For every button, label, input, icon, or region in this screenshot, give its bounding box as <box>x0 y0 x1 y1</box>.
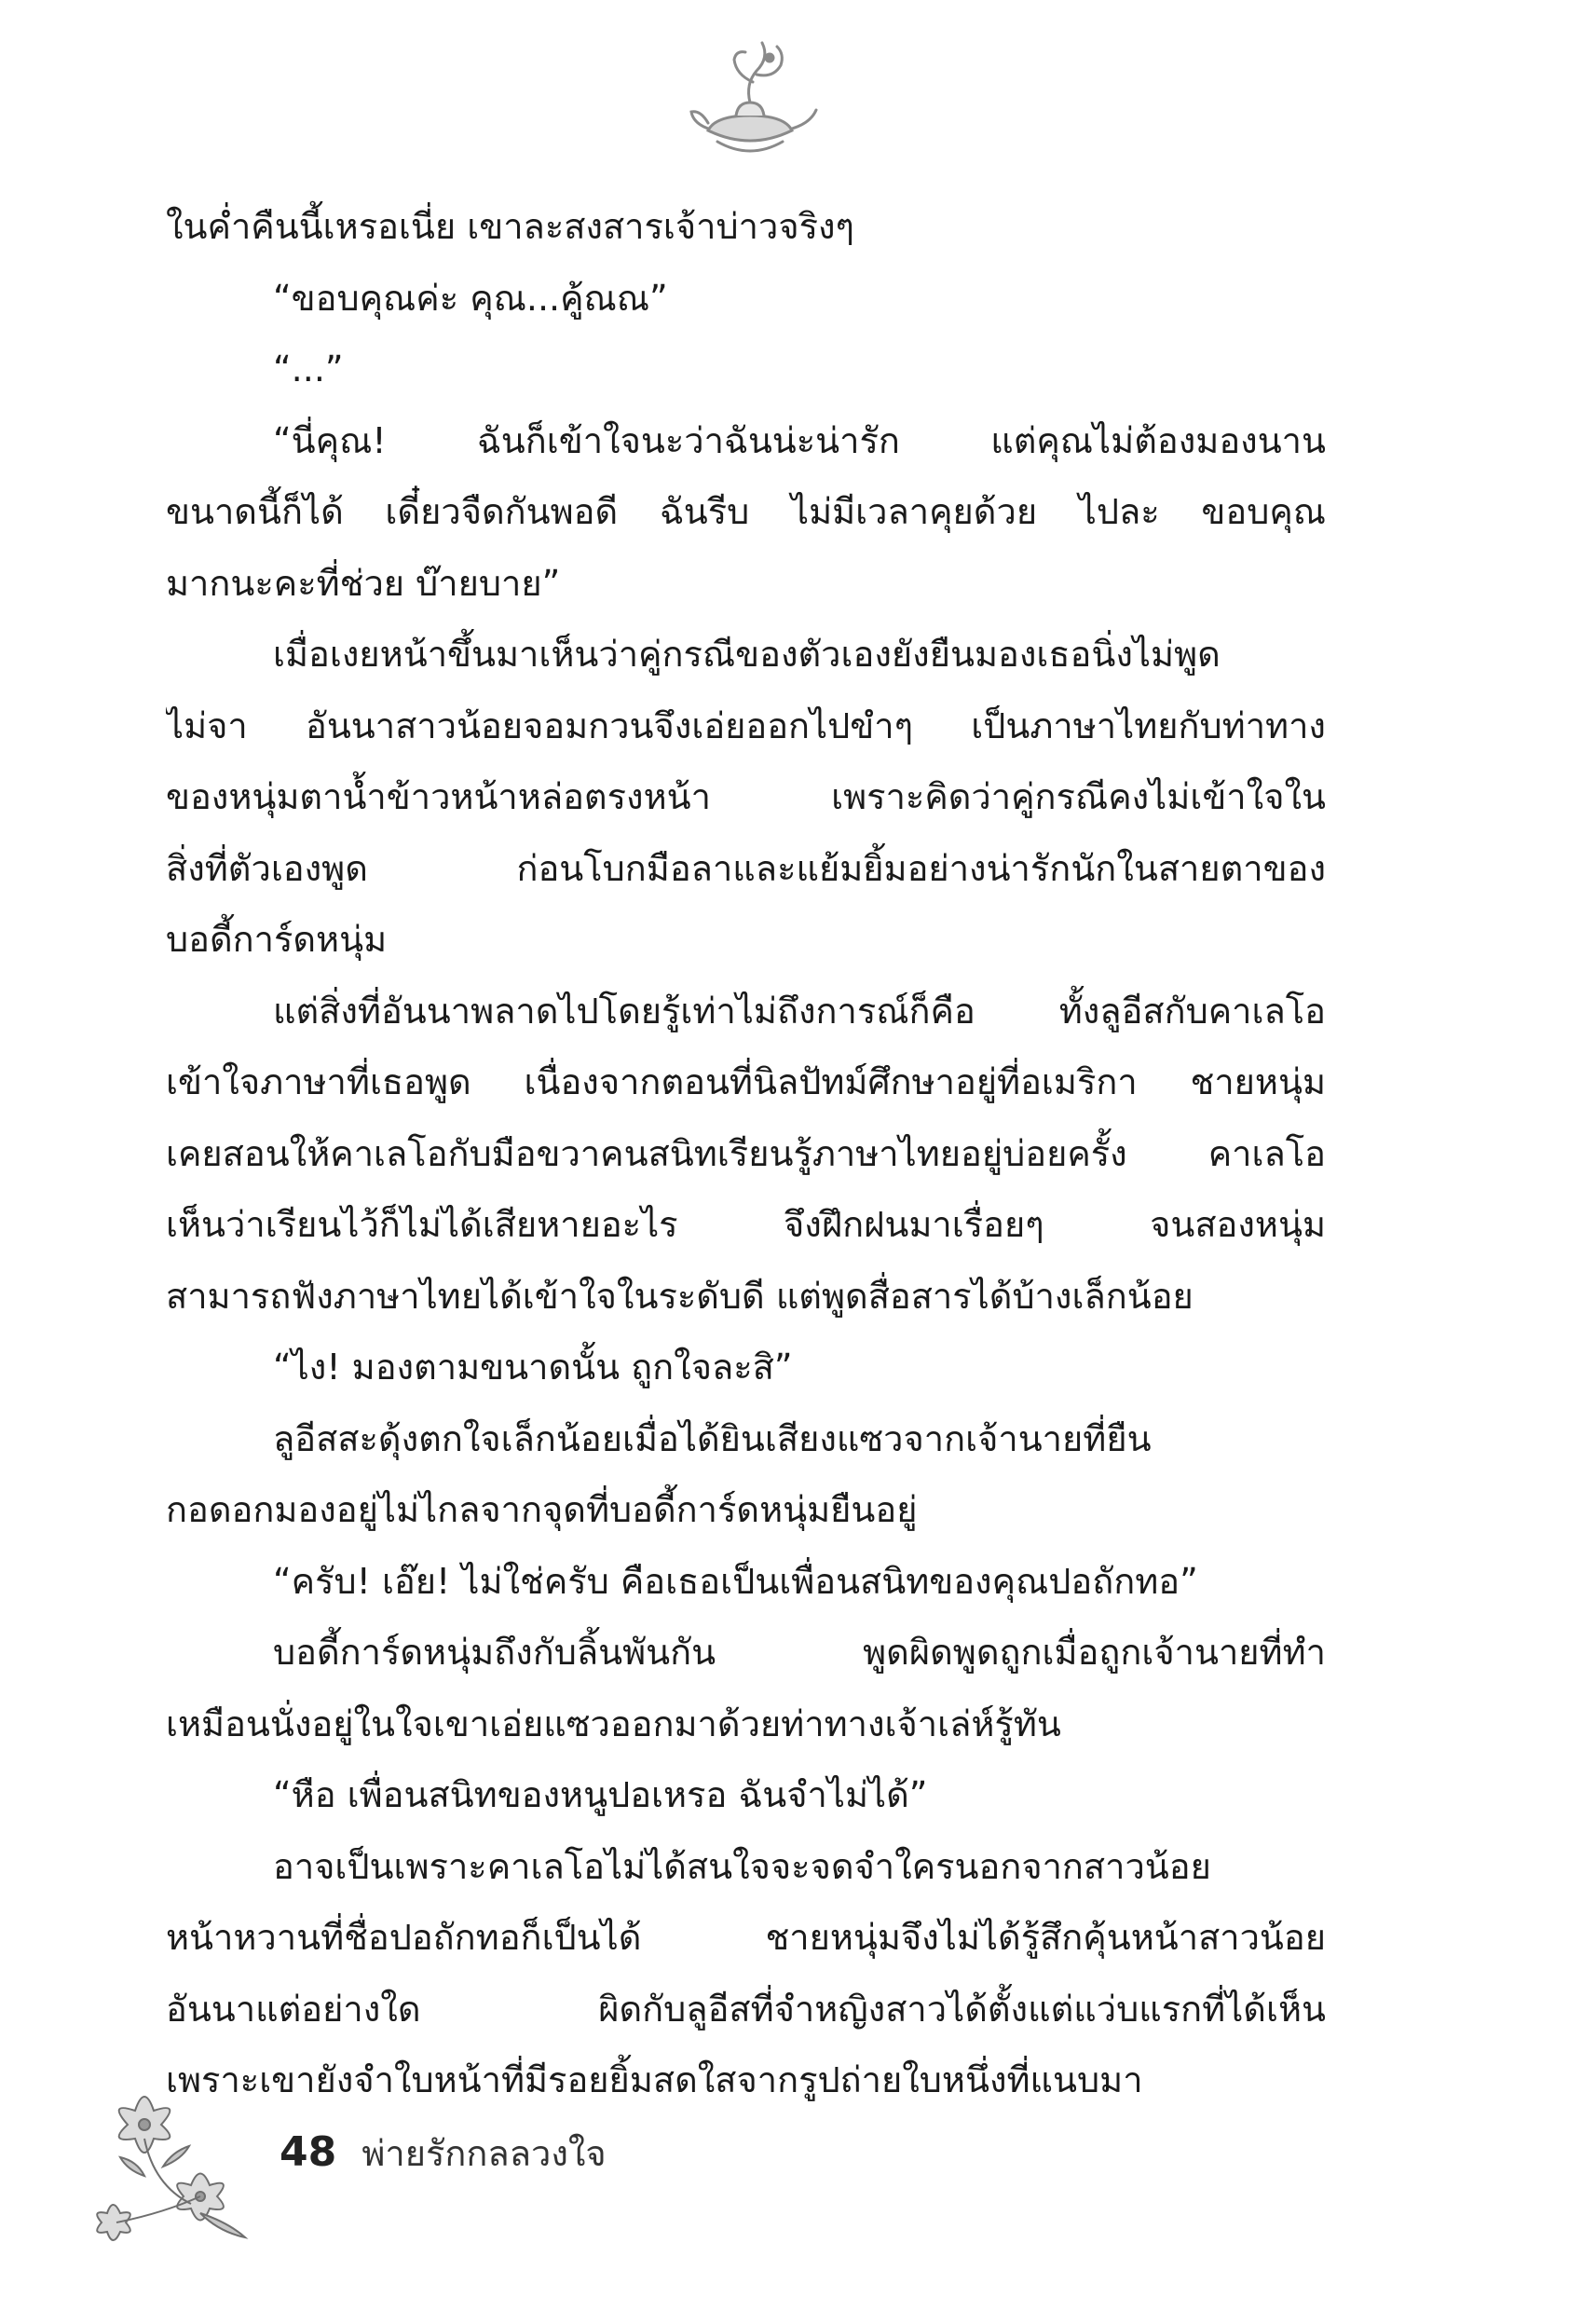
text-line: “...” <box>273 349 344 390</box>
flower-icon <box>79 2073 256 2264</box>
text-line: ในค่ำคืนนี้เหรอเนี่ย เขาละสงสารเจ้าบ่าวจริงๆ <box>166 206 854 247</box>
text-line: เคยสอนให้คาเลโอกับมือขวาคนสนิทเรียนรู้ภาษาไทยอยู่บ่อยครั้ง คาเลโอ <box>166 1132 1326 1174</box>
genie-lamp-icon <box>680 37 820 168</box>
text-line: แต่สิ่งที่อันนาพลาดไปโดยรู้เท่าไม่ถึงการณ์ก็คือ ทั้งลูอีสกับคาเลโอ <box>273 990 1326 1032</box>
text-line: ขนาดนี้ก็ได้ เดี๋ยวจืดกันพอดี ฉันรีบ ไม่มีเวลาคุยด้วย ไปละ ขอบคุณ <box>166 491 1326 532</box>
text-line: ของหนุ่มตาน้ำข้าวหน้าหล่อตรงหน้า เพราะคิดว่าคู่กรณีคงไม่เข้าใจใน <box>166 776 1326 817</box>
page-number: 48 <box>280 2128 337 2176</box>
text-line: กอดอกมองอยู่ไม่ไกลจากจุดที่บอดี้การ์ดหนุ่มยืนอยู่ <box>166 1489 918 1530</box>
text-line: ไม่จา อันนาสาวน้อยจอมกวนจึงเอ่ยออกไปขำๆ เป็นภาษาไทยกับท่าทาง <box>166 704 1326 746</box>
text-line: ลูอีสสะดุ้งตกใจเล็กน้อยเมื่อได้ยินเสียงแซวจากเจ้านายที่ยืน <box>273 1417 1152 1459</box>
text-line: เพราะเขายังจำใบหน้าที่มีรอยยิ้มสดใสจากรูปถ่ายใบหนึ่งที่แนบมา <box>166 2059 1143 2100</box>
text-line: อันนาแต่อย่างใด ผิดกับลูอีสที่จำหญิงสาวได้ตั้งแต่แว่บแรกที่ได้เห็น <box>166 1988 1326 2030</box>
text-line: อาจเป็นเพราะคาเลโอไม่ได้สนใจจะจดจำใครนอกจากสาวน้อย <box>273 1845 1211 1887</box>
page-body <box>166 191 1326 2116</box>
text-line: มากนะคะที่ช่วย บ๊ายบาย” <box>166 562 561 604</box>
text-line: “ครับ! เอ๊ย! ไม่ใช่ครับ คือเธอเป็นเพื่อนสนิทของคุณปอถักทอ” <box>273 1560 1198 1602</box>
text-line: “ขอบคุณค่ะ คุณ...คู้ณณ” <box>273 277 668 319</box>
text-line: สามารถฟังภาษาไทยได้เข้าใจในระดับดี แต่พูดสื่อสารได้บ้างเล็กน้อย <box>166 1275 1194 1317</box>
text-line: “ไง! มองตามขนาดนั้น ถูกใจละสิ” <box>273 1347 793 1388</box>
text-line: เห็นว่าเรียนไว้ก็ไม่ได้เสียหายอะไร จึงฝึกฝนมาเรื่อยๆ จนสองหนุ่ม <box>166 1204 1326 1245</box>
book-title: พ่ายรักกลลวงใจ <box>361 2133 607 2174</box>
text-line: เหมือนนั่งอยู่ในใจเขาเอ่ยแซวออกมาด้วยท่าทางเจ้าเล่ห์รู้ทัน <box>166 1702 1061 1744</box>
text-line: “นี่คุณ! ฉันก็เข้าใจนะว่าฉันน่ะน่ารัก แต่คุณไม่ต้องมองนาน <box>273 419 1326 461</box>
text-line: สิ่งที่ตัวเองพูด ก่อนโบกมือลาและแย้มยิ้มอย่างน่ารักนักในสายตาของ <box>166 847 1326 889</box>
text-line: หน้าหวานที่ชื่อปอถักทอก็เป็นได้ ชายหนุ่มจึงไม่ได้รู้สึกคุ้นหน้าสาวน้อย <box>166 1917 1326 1958</box>
text-line: บอดี้การ์ดหนุ่มถึงกับลิ้นพันกัน พูดผิดพูดถูกเมื่อถูกเจ้านายที่ทำ <box>273 1632 1326 1673</box>
page-footer <box>280 2115 607 2190</box>
text-line: เมื่อเงยหน้าขึ้นมาเห็นว่าคู่กรณีของตัวเองยังยืนมองเธอนิ่งไม่พูด <box>273 634 1221 675</box>
text-line: เข้าใจภาษาที่เธอพูด เนื่องจากตอนที่นิลปัทม์ศึกษาอยู่ที่อเมริกา ชายหนุ่ม <box>166 1061 1326 1102</box>
text-line: บอดี้การ์ดหนุ่ม <box>166 919 388 960</box>
text-line: “หือ เพื่อนสนิทของหนูปอเหรอ ฉันจำไม่ได้” <box>273 1774 928 1815</box>
